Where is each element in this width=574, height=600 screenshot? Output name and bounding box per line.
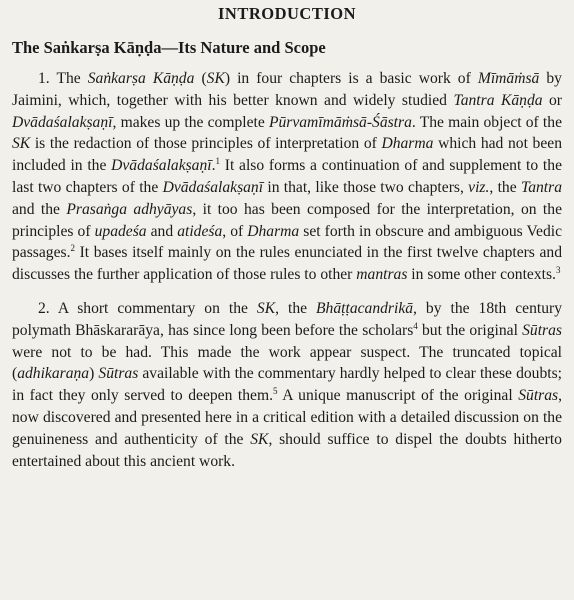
italic-term: Prasaṅga adhyāyas bbox=[66, 200, 193, 218]
paragraph-2 bbox=[12, 298, 562, 472]
text-run: , of bbox=[222, 222, 248, 240]
italic-term: SK bbox=[250, 430, 269, 448]
italic-term: SK bbox=[12, 135, 31, 153]
text-run: set forth in obscure and ambiguous Vedic passages. bbox=[12, 222, 563, 262]
text-run: ) bbox=[89, 365, 99, 383]
italic-term: Saṅkarṣa Kāṇḍa bbox=[87, 70, 195, 87]
italic-term: Tantra bbox=[520, 178, 562, 196]
text-run: in that, like those two chapters, bbox=[263, 178, 469, 196]
italic-term: Sūtras bbox=[518, 387, 559, 405]
footnote-ref: 4 bbox=[413, 320, 418, 331]
footnote-ref: 1 bbox=[215, 156, 221, 166]
italic-term: Dvādaśalakṣaṇī bbox=[162, 178, 264, 196]
italic-term: Bhāṭṭacandrikā bbox=[316, 299, 414, 317]
italic-term: SK bbox=[256, 299, 276, 317]
italic-term: Dharma bbox=[381, 135, 434, 153]
italic-term: mantras bbox=[356, 266, 408, 284]
text-run: , it too has been composed for the interpretation, on the principles of bbox=[12, 200, 562, 240]
text-run: , the bbox=[275, 299, 317, 317]
footnote-ref: 3 bbox=[555, 264, 561, 275]
text-run: available with the commentary hardly helped to clear these doubts; in fact they only served to deepen them. bbox=[12, 365, 562, 405]
italic-term: Dvādaśalakṣaṇī bbox=[12, 113, 113, 131]
text-run: . The main object of the bbox=[411, 113, 562, 131]
text-run: which had not been included in the bbox=[12, 135, 562, 175]
text-run: , the bbox=[489, 178, 521, 196]
italic-term: Pūrvamīmāṁsā-Śāstra bbox=[268, 113, 412, 131]
paragraph-1 bbox=[12, 68, 562, 286]
italic-term: atideśa bbox=[177, 222, 223, 240]
text-run: . bbox=[211, 157, 216, 175]
text-run: ( bbox=[194, 70, 207, 87]
text-run: in some other contexts. bbox=[407, 266, 556, 284]
text-run: ) in four chapters is a basic work of bbox=[224, 70, 478, 87]
text-run: and bbox=[146, 222, 178, 240]
italic-term: SK bbox=[206, 70, 225, 87]
text-run: A unique manuscript of the original bbox=[277, 387, 519, 405]
text-run: 1. The bbox=[38, 70, 88, 87]
text-run: were not to be had. This made the work appear suspect. The truncated topical ( bbox=[12, 343, 562, 383]
italic-term: Sūtras bbox=[98, 365, 139, 383]
italic-term: Tantra Kāṇḍa bbox=[453, 91, 543, 109]
italic-term: adhikaraṇa bbox=[17, 365, 90, 383]
text-run: and the bbox=[12, 200, 67, 218]
italic-term: viz. bbox=[468, 178, 490, 196]
italic-term: Sūtras bbox=[522, 321, 562, 339]
text-run: , now discovered and presented here in a critical edition with a detailed discussion on the genuineness and authenticity of the bbox=[12, 387, 562, 448]
footnote-ref: 5 bbox=[273, 385, 278, 396]
text-run: , by the 18th century polymath Bhāskararāya, has since long been before the scholars bbox=[12, 299, 562, 339]
text-run: 2. A short commentary on the bbox=[38, 299, 257, 317]
italic-term: Dvādaśalakṣaṇī bbox=[111, 157, 212, 175]
text-run: , makes up the complete bbox=[112, 113, 269, 131]
italic-term: upadeśa bbox=[94, 222, 147, 240]
text-run: , should suffice to dispel the doubts hitherto entertained about this ancient work. bbox=[12, 430, 562, 470]
footnote-ref: 2 bbox=[70, 243, 75, 254]
text-run: by Jaimini, which, together with his better known and widely studied bbox=[12, 70, 562, 109]
italic-term: Mīmāṁsā bbox=[477, 70, 540, 87]
running-head: INTRODUCTION bbox=[217, 4, 357, 23]
italic-term: Dharma bbox=[247, 222, 300, 240]
text-run: or bbox=[542, 91, 563, 109]
text-run: It bases itself mainly on the rules enunciated in the first twelve chapters and discusses the further application of those rules to other bbox=[12, 244, 562, 284]
text-run: is the redaction of those principles of interpretation of bbox=[30, 135, 382, 153]
text-run: but the original bbox=[417, 321, 523, 339]
section-title: The Saṅkarṣa Kāṇḍa—Its Nature and Scope bbox=[12, 38, 326, 57]
text-run: It also forms a continuation of and supplement to the last two chapters of the bbox=[12, 157, 562, 196]
